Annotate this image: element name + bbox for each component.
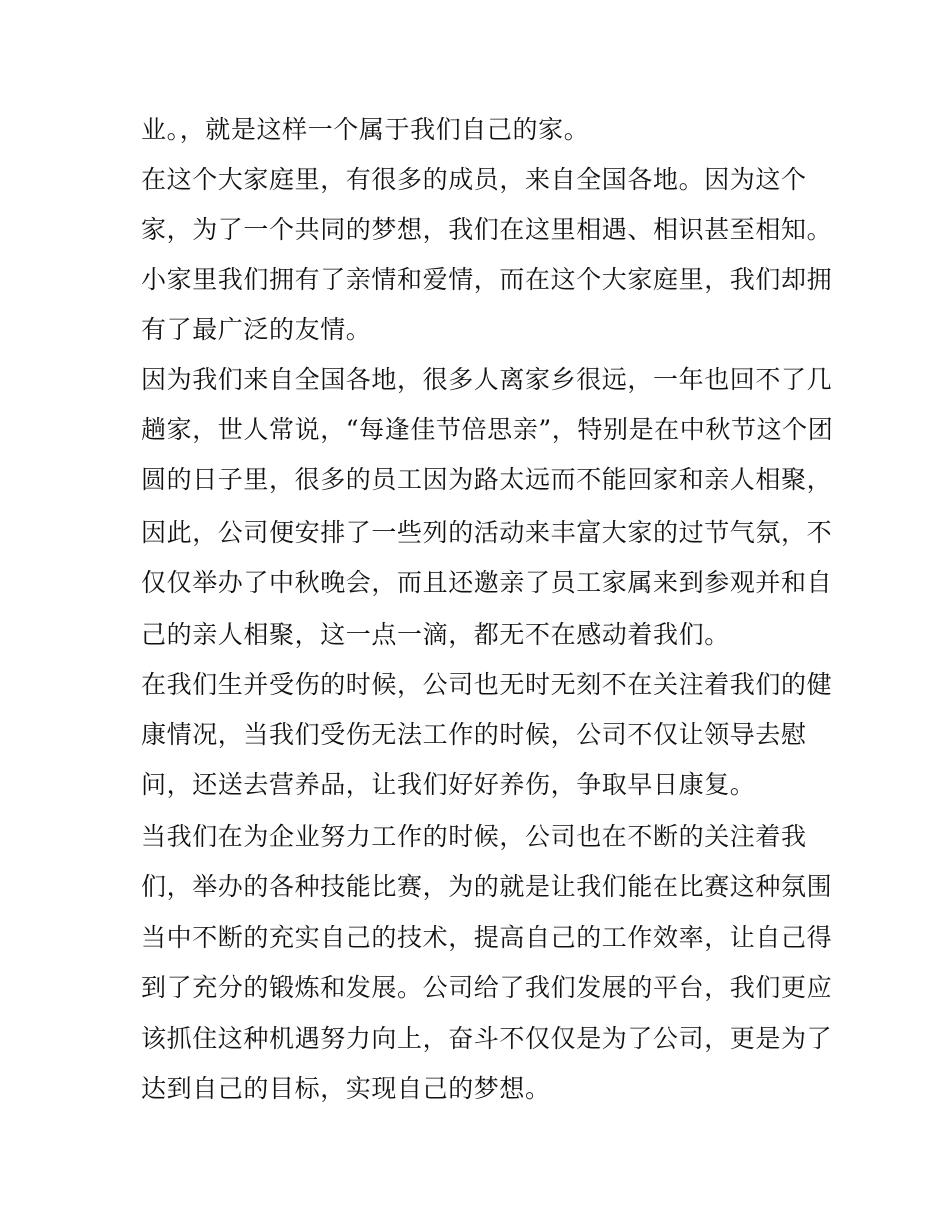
text-line: 家，为了一个共同的梦想，我们在这里相遇、相识甚至相知。 [141,215,833,244]
text-line: 因此，公司便安排了一些列的活动来丰富大家的过节气氛，不 [141,518,833,547]
text-line: 因为我们来自全国各地，很多人离家乡很远，一年也回不了几 [141,365,833,394]
text-line: 圆的日子里，很多的员工因为路太远而不能回家和亲人相聚， [141,465,833,494]
text-line: 有了最广泛的友情。 [141,315,372,344]
text-line: 到了充分的锻炼和发展。公司给了我们发展的平台，我们更应 [141,973,833,1002]
text-line: 小家里我们拥有了亲情和爱情，而在这个大家庭里，我们却拥 [141,265,833,294]
text-line: 问，还送去营养品，让我们好好养伤，争取早日康复。 [141,770,756,799]
text-line: 康情况，当我们受伤无法工作的时候，公司不仅让领导去慰 [141,720,807,749]
text-line: 当中不断的充实自己的技术，提高自己的工作效率，让自己得 [141,923,833,952]
text-line: 们，举办的各种技能比赛，为的就是让我们能在比赛这种氛围 [141,872,833,901]
text-line: 在我们生并受伤的时候，公司也无时无刻不在关注着我们的健 [141,670,833,699]
text-line: 在这个大家庭里，有很多的成员，来自全国各地。因为这个 [141,165,807,194]
text-line: 该抓住这种机遇努力向上，奋斗不仅仅是为了公司，更是为了 [141,1024,833,1053]
text-line: 当我们在为企业努力工作的时候，公司也在不断的关注着我 [141,822,807,851]
text-line: 业。，就是这样一个属于我们自己的家。 [141,115,590,144]
text-line: 己的亲人相聚，这一点一滴，都无不在感动着我们。 [141,620,730,649]
text-line: 趟家，世人常说，“每逢佳节倍思亲”，特别是在中秋节这个团 [141,415,834,444]
text-line: 仅仅举办了中秋晚会，而且还邀亲了员工家属来到参观并和自 [141,568,833,597]
text-line: 达到自己的目标，实现自己的梦想。 [141,1074,551,1103]
